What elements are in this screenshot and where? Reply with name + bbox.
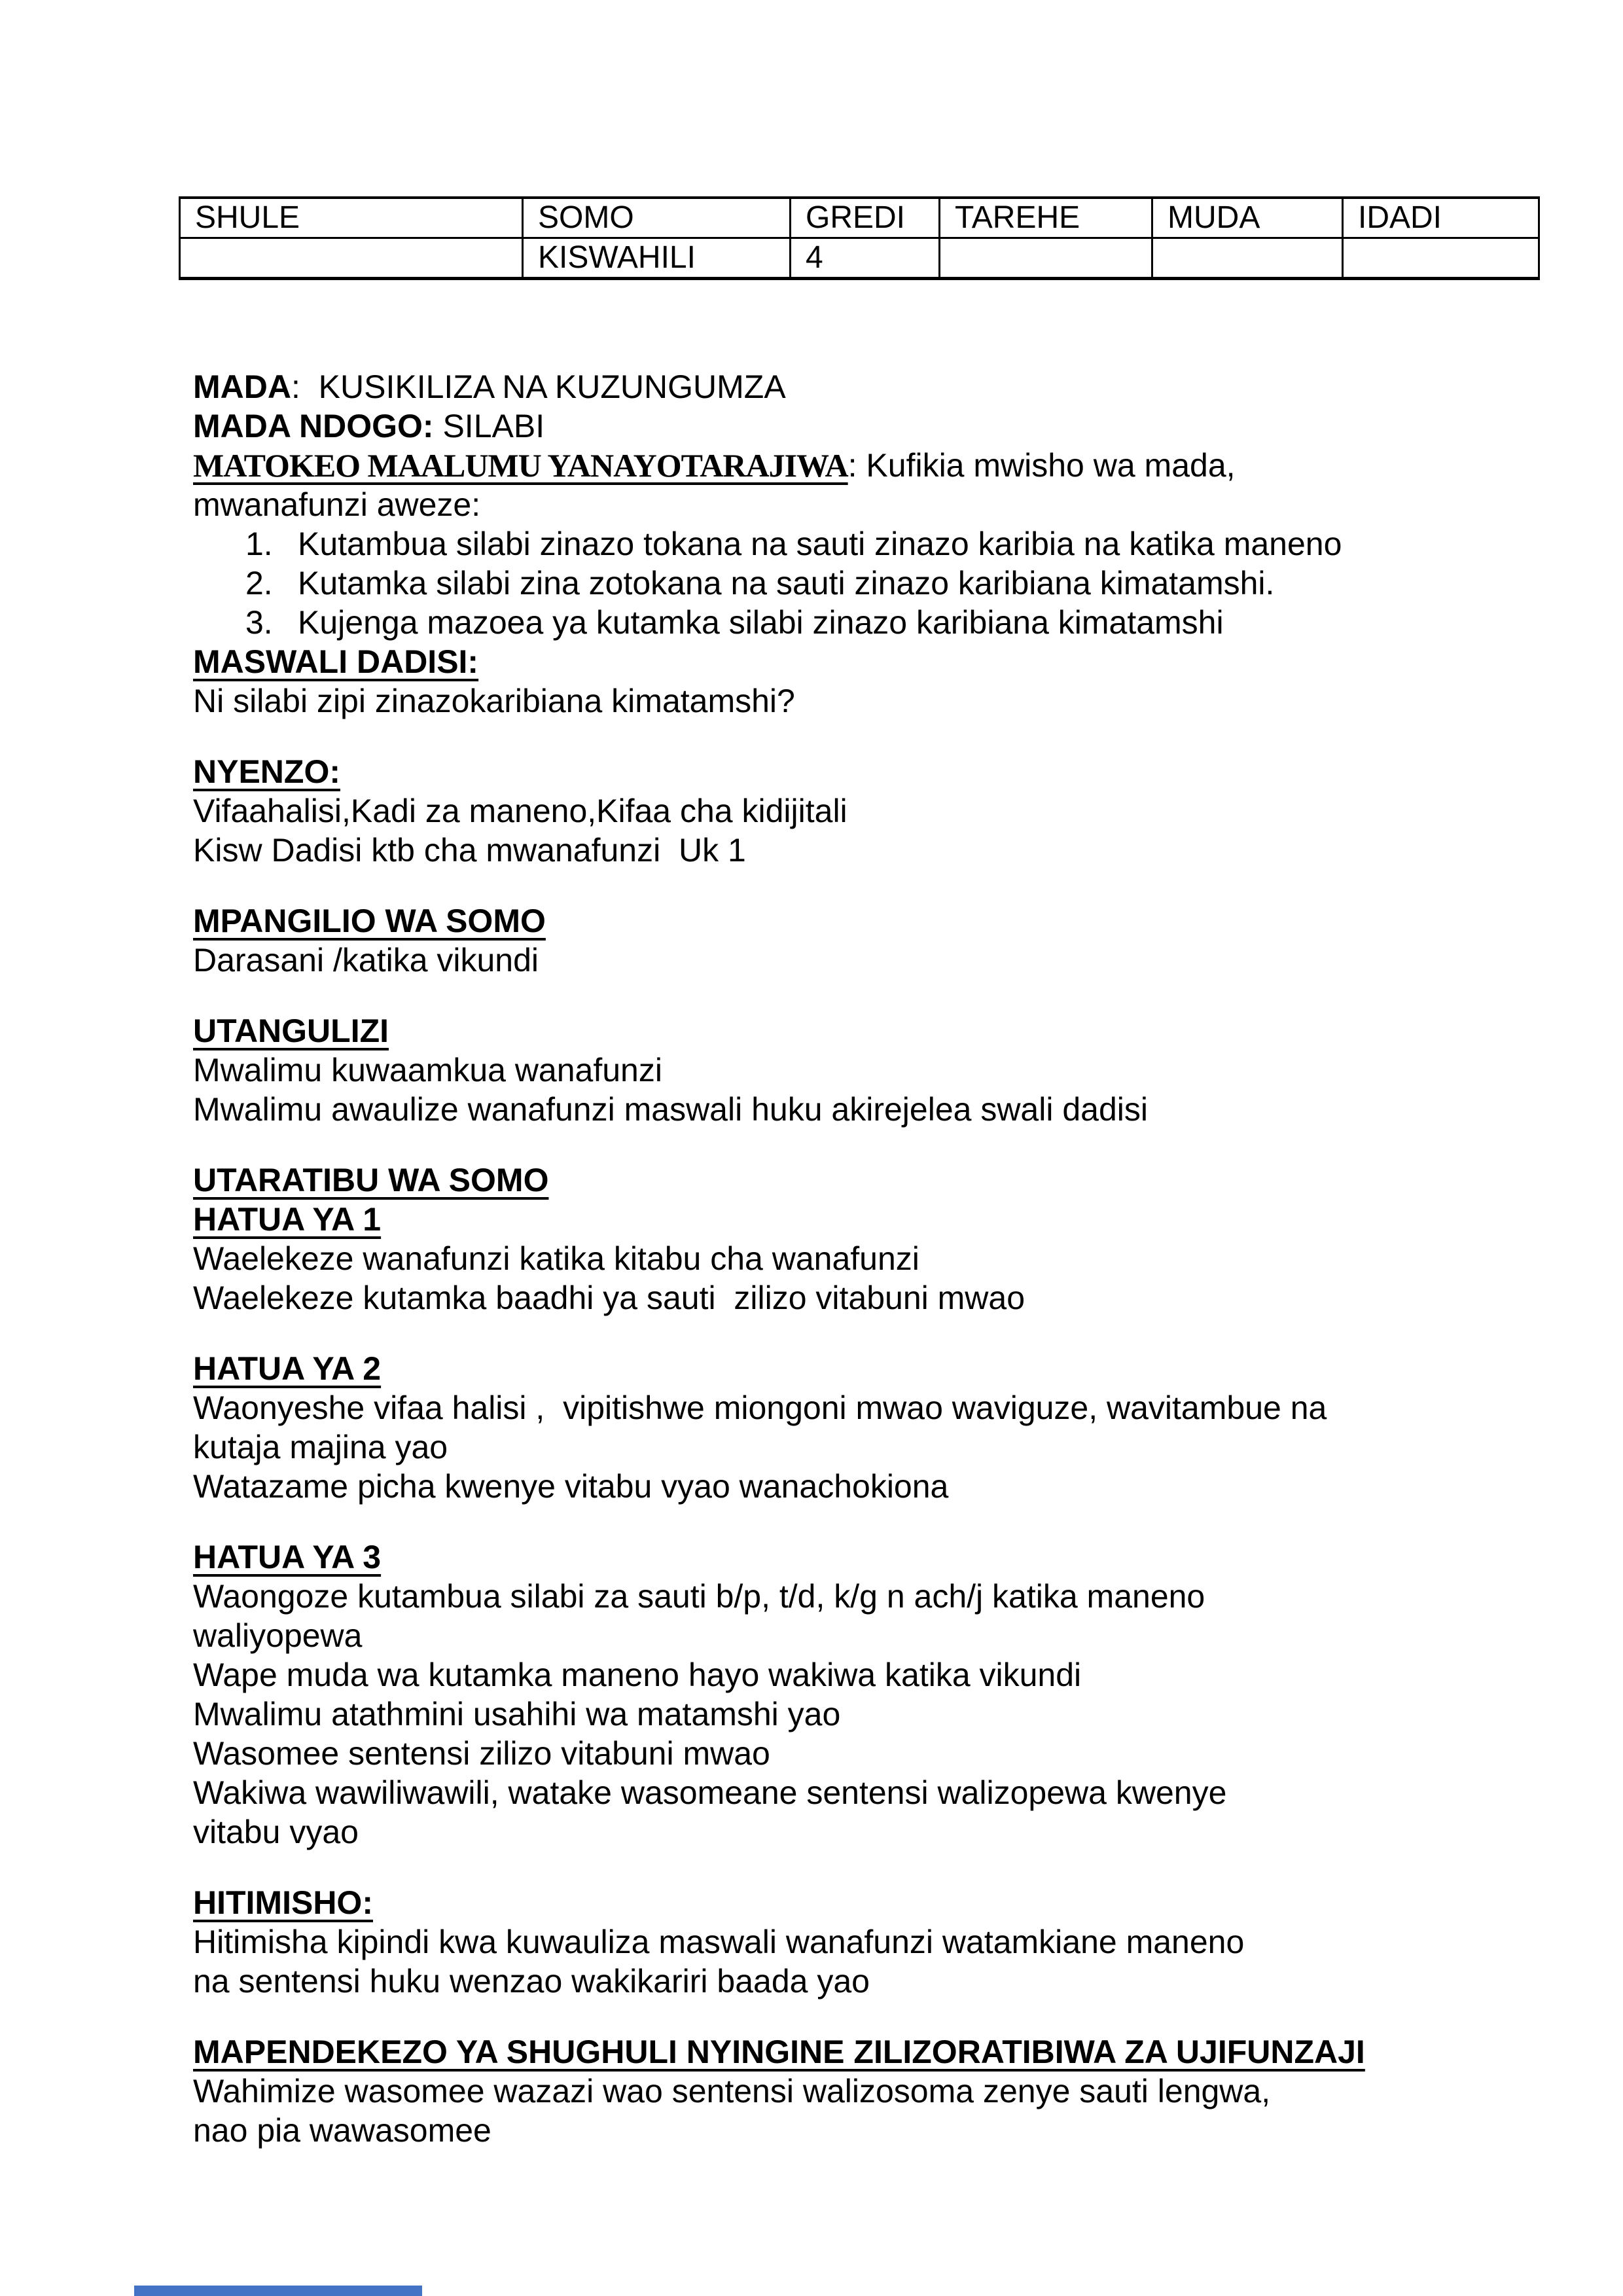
section-heading [193,642,1430,681]
section-line: Mwalimu atathmini usahihi wa matamshi yao [193,1696,841,1732]
subtopic-label: MADA NDOGO: [193,408,434,444]
section-line: Hitimisha kipindi kwa kuwauliza maswali wanafunzi watamkiane maneno [193,1924,1245,1960]
objective-item [193,603,1430,642]
objective-number: 3. [245,604,273,641]
table-cell [1343,238,1539,279]
table-header-cell: SOMO [523,198,791,238]
section-heading-text: HATUA YA 1 [193,1201,382,1238]
section [193,1200,1430,1318]
table-header-cell: SHULE [180,198,523,238]
topic-line [193,367,1430,406]
section-heading [193,2032,1430,2072]
next-page-table-fragment [134,2286,422,2296]
section-line: Waonyeshe vifaa halisi , vipitishwe miongoni mwao waviguze, wavitambue na [193,1390,1327,1426]
table-cell: KISWAHILI [523,238,791,279]
section-heading-text: NYENZO: [193,753,340,790]
table-row [180,238,1539,279]
section-heading [193,752,1430,791]
section-heading-text: UTARATIBU WA SOMO [193,1162,549,1198]
section-heading-text: UTANGULIZI [193,1013,389,1049]
table-header-cell: MUDA [1152,198,1343,238]
section-heading [193,1883,1430,1922]
section-heading-text: MAPENDEKEZO YA SHUGHULI NYINGINE ZILIZORATIBIWA ZA UJIFUNZAJI [193,2034,1365,2070]
section-line: Wakiwa wawiliwawili, watake wasomeane sentensi walizopewa kwenye [193,1774,1227,1811]
section-heading [193,1160,1430,1200]
sections-container [193,642,1430,2150]
section-line: nao pia wawasomee [193,2112,491,2149]
subtopic-line [193,406,1430,446]
section-heading-text: HATUA YA 2 [193,1350,382,1387]
objective-text: Kujenga mazoea ya kutamka silabi zinazo karibiana kimatamshi [298,604,1224,641]
section-line: kutaja majina yao [193,1429,448,1465]
table-header-cell: GREDI [791,198,940,238]
intro-block [193,367,1430,642]
section-heading-text: HATUA YA 3 [193,1539,382,1575]
section [193,752,1430,870]
section-line: vitabu vyao [193,1814,359,1850]
section-line: Waelekeze wanafunzi katika kitabu cha wanafunzi [193,1240,919,1277]
section [193,1537,1430,1852]
section-line: Mwalimu kuwaamkua wanafunzi [193,1052,662,1088]
table-header-cell: TAREHE [940,198,1152,238]
table-cell [940,238,1152,279]
section-line: Waongoze kutambua silabi za sauti b/p, t/d, k/g n ach/j katika maneno [193,1578,1205,1615]
section-line: waliyopewa [193,1617,363,1654]
outcomes-label: MATOKEO MAALUMU YANAYOTARAJIWA [193,447,848,484]
objective-text: Kutambua silabi zinazo tokana na sauti zinazo karibia na katika maneno [298,526,1342,562]
subtopic-value: SILABI [433,408,545,444]
table-cell [180,238,523,279]
section-line: Waelekeze kutamka baadhi ya sauti zilizo vitabuni mwao [193,1280,1025,1316]
section [193,642,1430,721]
objective-item [193,524,1430,564]
document-content [193,196,1442,2150]
header-table [179,196,1540,280]
section [193,1349,1430,1506]
section-line: Wape muda wa kutamka maneno hayo wakiwa katika vikundi [193,1657,1082,1693]
table-cell: 4 [791,238,940,279]
section [193,2032,1430,2150]
section-line: na sentensi huku wenzao wakikariri baada yao [193,1963,870,2000]
objective-number: 1. [245,526,273,562]
section [193,1883,1430,2001]
topic-value: : KUSIKILIZA NA KUZUNGUMZA [291,368,786,405]
section-heading-text: MASWALI DADISI: [193,643,479,680]
section-heading [193,1200,1430,1239]
section-line: Wasomee sentensi zilizo vitabuni mwao [193,1735,770,1772]
topic-label: MADA [193,368,291,405]
section-line: Watazame picha kwenye vitabu vyao wanachokiona [193,1468,949,1505]
section [193,1160,1430,1200]
outcomes-line-wrap: mwanafunzi aweze: [193,486,481,523]
objective-item [193,564,1430,603]
section [193,901,1430,980]
objective-number: 2. [245,565,273,601]
section-heading-text: MPANGILIO WA SOMO [193,903,546,939]
section-heading [193,1537,1430,1577]
section-line: Wahimize wasomee wazazi wao sentensi walizosoma zenye sauti lengwa, [193,2073,1271,2109]
table-row [180,198,1539,238]
objectives-list [193,524,1430,642]
section-line: Darasani /katika vikundi [193,942,539,978]
table-header-cell: IDADI [1343,198,1539,238]
table-cell [1152,238,1343,279]
section-heading-text: HITIMISHO: [193,1884,373,1921]
section-line: Ni silabi zipi zinazokaribiana kimatamshi? [193,683,795,719]
section-line: Mwalimu awaulize wanafunzi maswali huku akirejelea swali dadisi [193,1091,1148,1128]
section-heading [193,901,1430,941]
section-heading [193,1011,1430,1050]
outcomes-line [193,446,1430,485]
section-line: Kisw Dadisi ktb cha mwanafunzi Uk 1 [193,832,746,869]
outcomes-value: : Kufikia mwisho wa mada, [847,447,1236,484]
section-line: Vifaahalisi,Kadi za maneno,Kifaa cha kidijitali [193,793,847,829]
section-heading [193,1349,1430,1388]
objective-text: Kutamka silabi zina zotokana na sauti zinazo karibiana kimatamshi. [298,565,1275,601]
section [193,1011,1430,1129]
